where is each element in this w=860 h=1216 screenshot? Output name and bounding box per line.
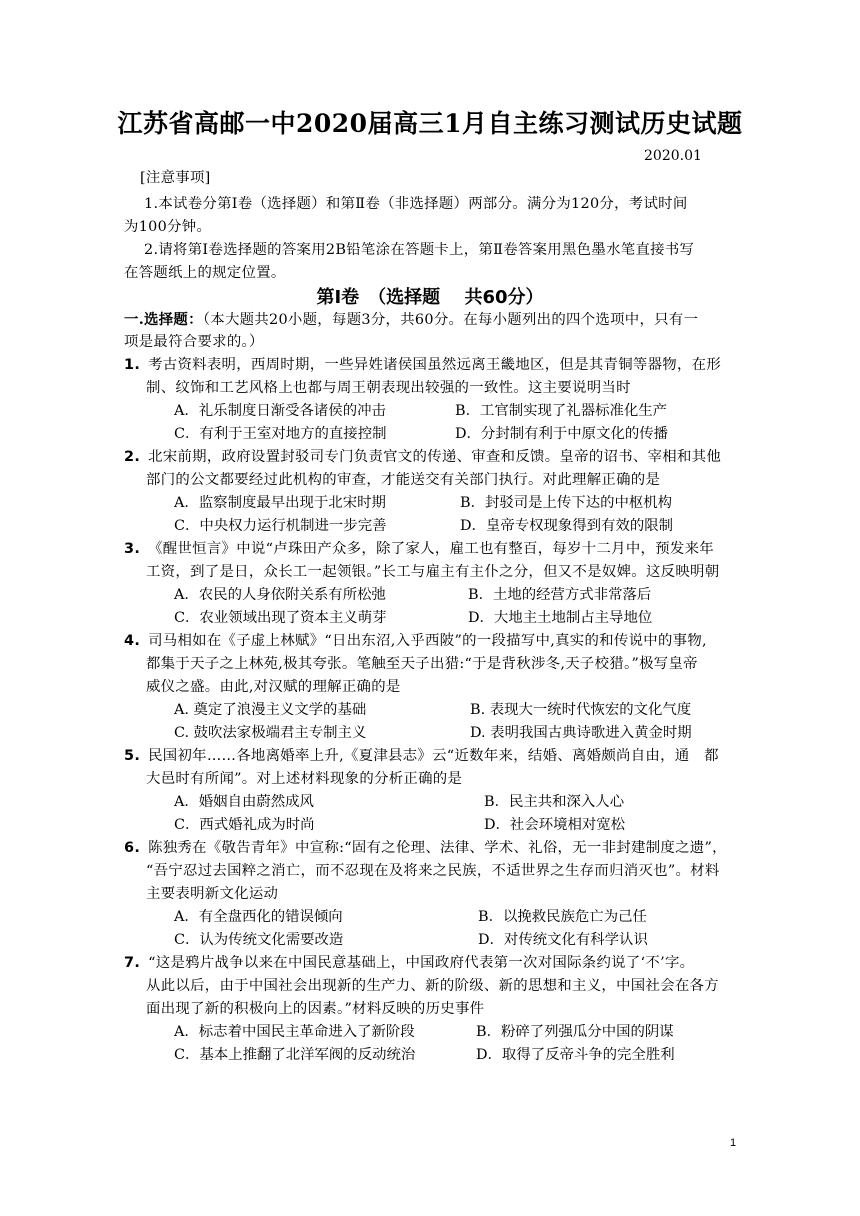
option-a: A．监察制度最早出现于北宋时期 — [174, 495, 386, 511]
option-a: A．农民的人身依附关系有所松弛 — [174, 587, 386, 603]
question-text: 从此以后，由于中国社会出现新的生产力、新的阶级、新的思想和主义，中国社会在各方 — [146, 978, 719, 994]
exam-date: 2020.01 — [644, 148, 702, 164]
instruction-line-1 — [124, 308, 698, 332]
option-d: D．皇帝专权现象得到有效的限制 — [460, 518, 674, 534]
notice-item-1-cont: 为100分钟。 — [124, 219, 212, 235]
section-title: 第Ⅰ卷 （选择题 共60分） — [316, 287, 544, 308]
question-number: 4. — [124, 633, 141, 649]
question-stem — [124, 446, 721, 469]
instruction-label: 一.选择题： — [124, 311, 203, 328]
question-number: 1. — [124, 357, 141, 373]
notice-item-2: 2.请将第Ⅰ卷选择题的答案用2B铅笔涂在答题卡上，第Ⅱ卷答案用黑色墨水笔直接书写 — [144, 242, 695, 258]
option-b: B．工官制实现了礼器标准化生产 — [455, 403, 668, 419]
question-text: 都集于天子之上林苑,极其夸张。笔触至天子出猎:“于是背秋涉冬,天子校猎。”极写皇帝 — [146, 656, 698, 672]
question-text: 大邑时有所闻”。对上述材料现象的分析正确的是 — [146, 771, 463, 787]
question-stem-cont — [146, 377, 631, 400]
document-title: 江苏省高邮一中2020届高三1月自主练习测试历史试题 — [117, 109, 743, 138]
instruction-line-2: 项是最符合要求的。） — [124, 334, 264, 350]
option-c: C．认为传统文化需要改造 — [174, 932, 344, 948]
option-a: A. 奠定了浪漫主义文学的基础 — [174, 702, 367, 718]
question-text: 部门的公文都要经过此机构的审查，才能送交有关部门执行。对此理解正确的是 — [146, 472, 661, 488]
question-text: 主要表明新文化运动 — [146, 886, 279, 902]
question-number: 7. — [124, 955, 141, 971]
option-b: B．粉碎了列强瓜分中国的阴谋 — [476, 1024, 674, 1040]
question-text: “这是鸦片战争以来在中国民意基础上，中国政府代表第一次对国际条约说了‘不’字。 — [148, 955, 695, 971]
page-number: 1 — [730, 1137, 737, 1149]
option-d: D．大地主土地制占主导地位 — [468, 610, 653, 626]
question-number: 6. — [124, 840, 141, 856]
question-text: 考古资料表明，西周时期，一些异姓诸侯国虽然远离王畿地区，但是其青铜等器物，在形 — [148, 357, 722, 373]
option-d: D．分封制有利于中原文化的传播 — [455, 426, 669, 442]
option-c: C．农业领域出现了资本主义萌芽 — [174, 610, 387, 626]
option-b: B. 表现大一统时代恢宏的文化气度 — [470, 702, 692, 718]
option-c: C．中央权力运行机制进一步完善 — [174, 518, 387, 534]
question-text: “吾宁忍过去国粹之消亡，而不忍现在及将来之民族，不适世界之生存而归消灭也”。材料 — [146, 863, 720, 879]
question-stem — [124, 354, 721, 377]
question-stem — [124, 745, 719, 768]
question-stem-cont — [146, 883, 278, 906]
question-stem-cont — [146, 676, 401, 699]
option-d: D. 表明我国古典诗歌进入黄金时期 — [470, 725, 692, 741]
instruction-text: （本大题共20小题，每题3分，共60分。在每小题列出的四个选项中，只有一 — [202, 312, 699, 328]
question-stem — [124, 837, 727, 860]
question-text: 工资，到了是日，众长工一起领银。”长工与雇主有主仆之分，但又不是奴婢。这反映明朝 — [146, 564, 720, 580]
question-stem-cont — [146, 860, 720, 883]
option-c: C. 鼓吹法家极端君主专制主义 — [174, 725, 367, 741]
question-number: 2. — [124, 449, 141, 465]
option-b: B．民主共和深入人心 — [484, 794, 625, 810]
question-text: 《醒世恒言》中说“卢珠田产众多，除了家人，雇工也有整百，每岁十二月中，预发来年 — [148, 541, 714, 557]
question-stem-cont — [146, 998, 484, 1021]
option-a: A．有全盘西化的错误倾向 — [174, 909, 343, 925]
question-text: 制、纹饰和工艺风格上也都与周王朝表现出较强的一致性。这主要说明当时 — [146, 380, 631, 396]
option-a: A．婚姻自由蔚然成风 — [174, 794, 314, 810]
question-stem-cont — [146, 975, 719, 998]
question-stem-cont — [146, 653, 698, 676]
option-a: A．礼乐制度日渐受各诸侯的冲击 — [174, 403, 386, 419]
question-text: 北宋前期，政府设置封驳司专门负责官文的传递、审查和反馈。皇帝的诏书、宰相和其他 — [148, 449, 722, 465]
question-text: 司马相如在《子虚上林赋》“日出东沼,入乎西陂”的一段描写中,真实的和传说中的事物, — [148, 633, 707, 649]
option-a: A．标志着中国民主革命进入了新阶段 — [174, 1024, 415, 1040]
question-stem-cont — [146, 561, 719, 584]
question-stem — [124, 538, 714, 561]
question-stem-cont — [146, 768, 462, 791]
option-c: C．有利于王室对地方的直接控制 — [174, 426, 387, 442]
question-text: 民国初年……各地离婚率上升,《夏津县志》云“近数年来，结婚、离婚颇尚自由，通 都 — [148, 748, 719, 764]
question-text: 威仪之盛。由此,对汉赋的理解正确的是 — [146, 679, 401, 695]
question-text: 陈独秀在《敬告青年》中宣称:“固有之伦理、法律、学术、礼俗，无一非封建制度之遗”， — [148, 840, 727, 856]
notice-item-2-cont: 在答题纸上的规定位置。 — [124, 265, 286, 281]
option-d: D．取得了反帝斗争的完全胜利 — [476, 1047, 675, 1063]
question-number: 5. — [124, 748, 141, 764]
option-c: C．基本上推翻了北洋军阀的反动统治 — [174, 1047, 416, 1063]
question-stem — [124, 952, 694, 975]
option-d: D．对传统文化有科学认识 — [478, 932, 648, 948]
question-text: 面出现了新的积极向上的因素。”材料反映的历史事件 — [146, 1001, 485, 1017]
question-stem — [124, 630, 707, 653]
option-d: D．社会环境相对宽松 — [484, 817, 626, 833]
notice-header: [注意事项] — [140, 170, 211, 186]
option-b: B．以挽救民族危亡为己任 — [478, 909, 647, 925]
notice-item-1: 1.本试卷分第Ⅰ卷（选择题）和第Ⅱ卷（非选择题）两部分。满分为120分，考试时间 — [144, 196, 688, 212]
option-b: B．土地的经营方式非常落后 — [468, 587, 652, 603]
question-stem-cont — [146, 469, 660, 492]
question-number: 3. — [124, 541, 141, 557]
option-c: C．西式婚礼成为时尚 — [174, 817, 315, 833]
option-b: B．封驳司是上传下达的中枢机构 — [460, 495, 673, 511]
